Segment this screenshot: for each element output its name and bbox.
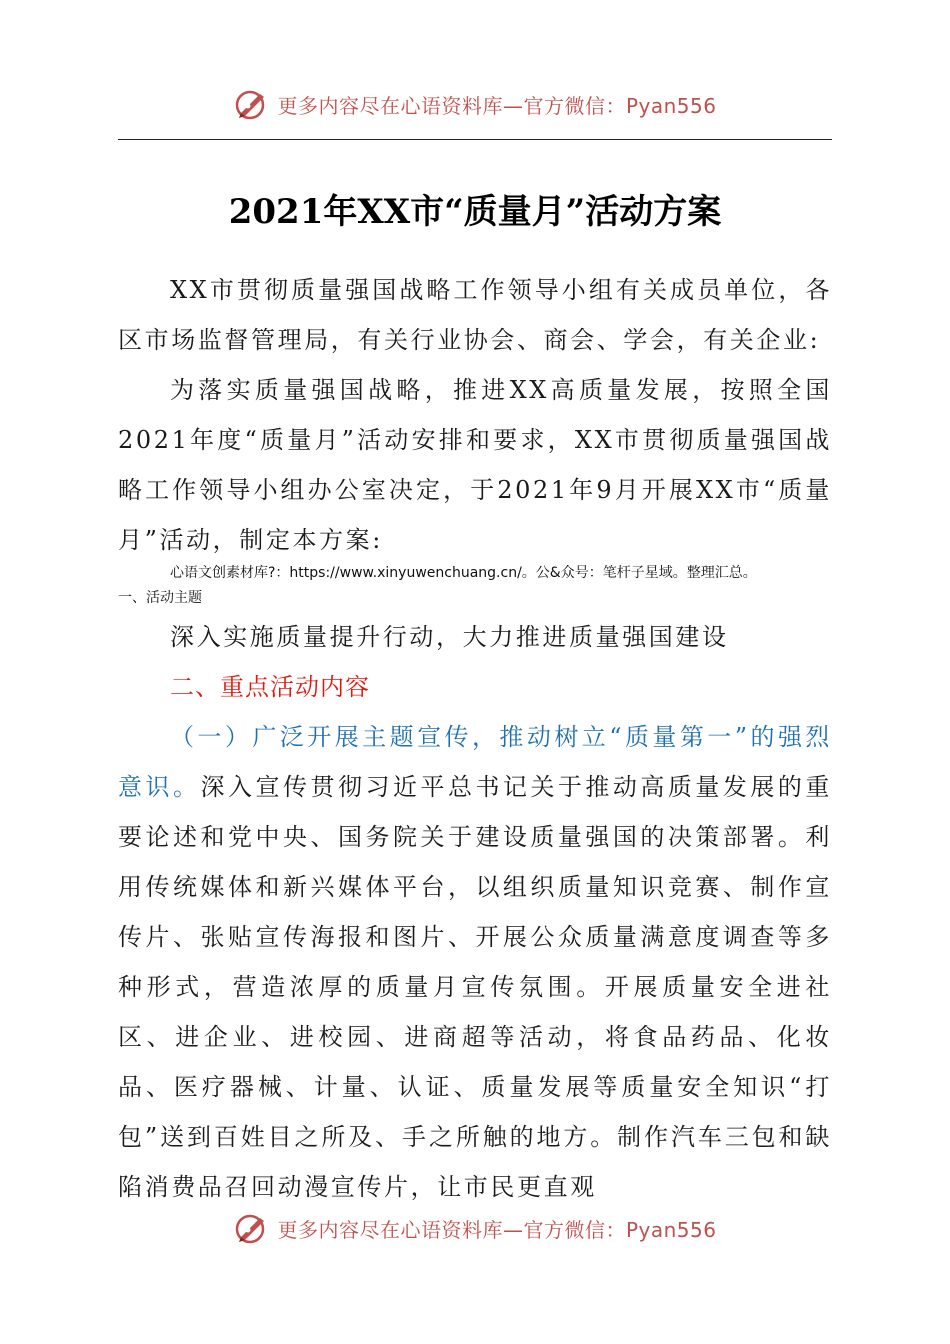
subsection1-heading: （一）广泛开展主题宣传，推动树立“质量第一”的强烈意识。 xyxy=(118,723,832,801)
intro-paragraph xyxy=(118,365,832,565)
banner-text: 更多内容尽在心语资料库—官方微信：Pyan556 xyxy=(277,1217,717,1242)
banner-text: 更多内容尽在心语资料库—官方微信：Pyan556 xyxy=(277,93,717,118)
document-title: 2021年XX市“质量月”活动方案 xyxy=(228,192,722,232)
header-rule xyxy=(118,139,832,140)
addressee-text: XX市贯彻质量强国战略工作领导小组有关成员单位，各区市场监督管理局，有关行业协会、商会、学会，有关企业: xyxy=(118,276,832,354)
intro-text: 为落实质量强国战略，推进XX高质量发展，按照全国2021年度“质量月”活动安排和要求，XX市贯彻质量强国战略工作领导小组办公室决定，于2021年9月开展XX市“质量月”活动，制定本方案: xyxy=(118,376,832,554)
subsection1-paragraph xyxy=(118,712,832,1212)
addressee-paragraph xyxy=(118,265,832,365)
footer-banner xyxy=(0,1208,950,1248)
subsection1-body xyxy=(118,712,832,1212)
subsection1-text: 深入宣传贯彻习近平总书记关于推动高质量发展的重要论述和党中央、国务院关于建设质量强国的决策部署。利用传统媒体和新兴媒体平台，以组织质量知识竞赛、制作宣传片、张贴宣传海报和图片、开展公众质量满意度调查等多种形式，营造浓厚的质量月宣传氛围。开展质量安全进社区、进企业、进校园、进商超等活动，将食品药品、化妆品、医疗器械、计量、认证、质量发展等质量安全知识“打包”送到百姓目之所及、手之所触的地方。制作汽车三包和缺陷消费品召回动漫宣传片，让市民更直观 xyxy=(118,773,832,1201)
section1-text: 深入实施质量提升行动，大力推进质量强国建设 xyxy=(170,623,729,651)
header-banner xyxy=(0,84,950,124)
section2-heading: 二、重点活动内容 xyxy=(170,673,370,701)
pen-logo-icon xyxy=(233,86,269,122)
section1-heading: 一、活动主题 xyxy=(118,590,202,606)
watermark-note: 心语文创素材库?：https://www.xinyuwenchuang.cn/。公&众号：笔杆子星域。整理汇总。 xyxy=(170,565,757,581)
pen-logo-icon xyxy=(233,1210,269,1246)
